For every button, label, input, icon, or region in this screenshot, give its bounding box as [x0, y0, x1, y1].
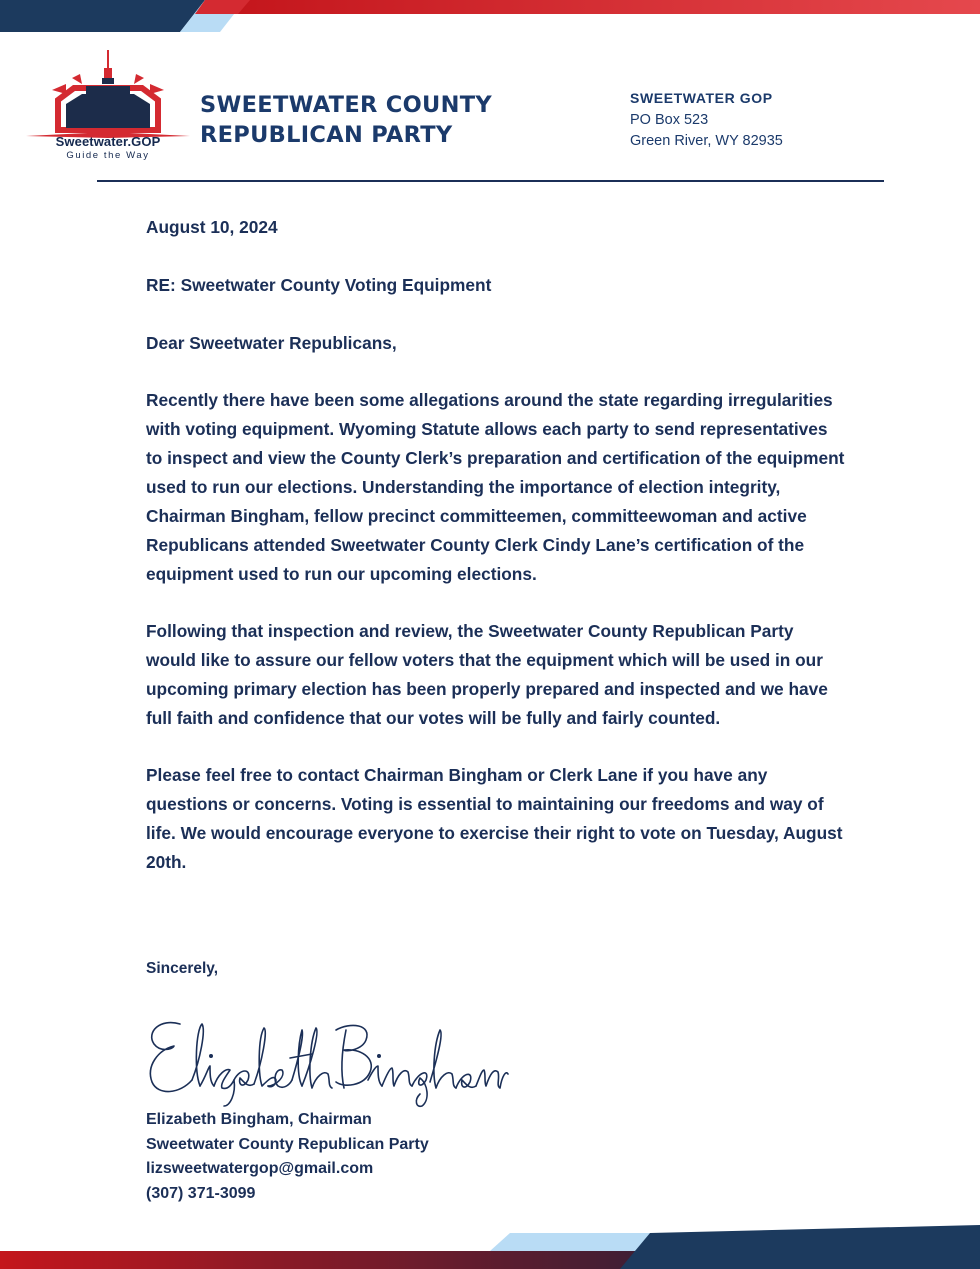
- handwritten-signature: [140, 1010, 510, 1110]
- top-decorative-band: [0, 0, 980, 32]
- address-title: SWEETWATER GOP: [630, 90, 773, 106]
- signature-block: [146, 1108, 429, 1207]
- address-city-state-zip: Green River, WY 82935: [630, 133, 783, 149]
- letter-subject: RE: Sweetwater County Voting Equipment: [146, 274, 492, 295]
- logo-wordmark: Sweetwater.GOP: [55, 134, 161, 149]
- address-po-box: PO Box 523: [630, 111, 709, 128]
- signer-email: lizsweetwatergop@gmail.com: [146, 1160, 374, 1178]
- letter-date: August 10, 2024: [146, 217, 278, 237]
- logo-tagline: Guide the Way: [66, 150, 150, 161]
- organization-name-line1: SWEETWATER COUNTY: [200, 92, 492, 118]
- letter-salutation: Dear Sweetwater Republicans,: [146, 332, 397, 353]
- letter-paragraph: Following that inspection and review, the Sweetwater County Republican Party would like to assure our fellow voters that the equipment which will be used in our upcoming primary election has been properly prepared and inspected and we have full faith and confidence that our votes will be fully and fairly counted.: [146, 621, 828, 728]
- bottom-decorative-band: [0, 1225, 980, 1269]
- party-logo: [22, 48, 194, 164]
- organization-name-line2: REPUBLICAN PARTY: [200, 122, 453, 148]
- signer-name-title: Elizabeth Bingham, Chairman: [146, 1111, 372, 1128]
- capitol-emblem-icon: [22, 48, 194, 138]
- signer-organization: Sweetwater County Republican Party: [146, 1135, 429, 1153]
- header-divider: [97, 180, 884, 182]
- organization-name: [200, 90, 560, 150]
- letter-body: [146, 213, 846, 905]
- letter-closing: Sincerely,: [146, 960, 219, 977]
- letter-paragraph: Please feel free to contact Chairman Bingham or Clerk Lane if you have any questions or concerns. Voting is essential to maintaining our freedoms and way of life. We would encourage everyone to exercise their right to vote on Tuesday, August 20th.: [146, 765, 843, 872]
- return-address: [630, 88, 930, 153]
- signer-phone: (307) 371-3099: [146, 1185, 256, 1203]
- letter-paragraph: Recently there have been some allegations around the state regarding irregularities with voting equipment. Wyoming Statute allows each party to send representatives to inspect and view the County Clerk’s preparation and certification of the equipment used to run our elections. Understanding the importance of election integrity, Chairman Bingham, fellow precinct committeemen, committeewoman and active Republicans attended Sweetwater County Clerk Cindy Lane’s certification of the equipment used to run our upcoming elections.: [146, 390, 845, 584]
